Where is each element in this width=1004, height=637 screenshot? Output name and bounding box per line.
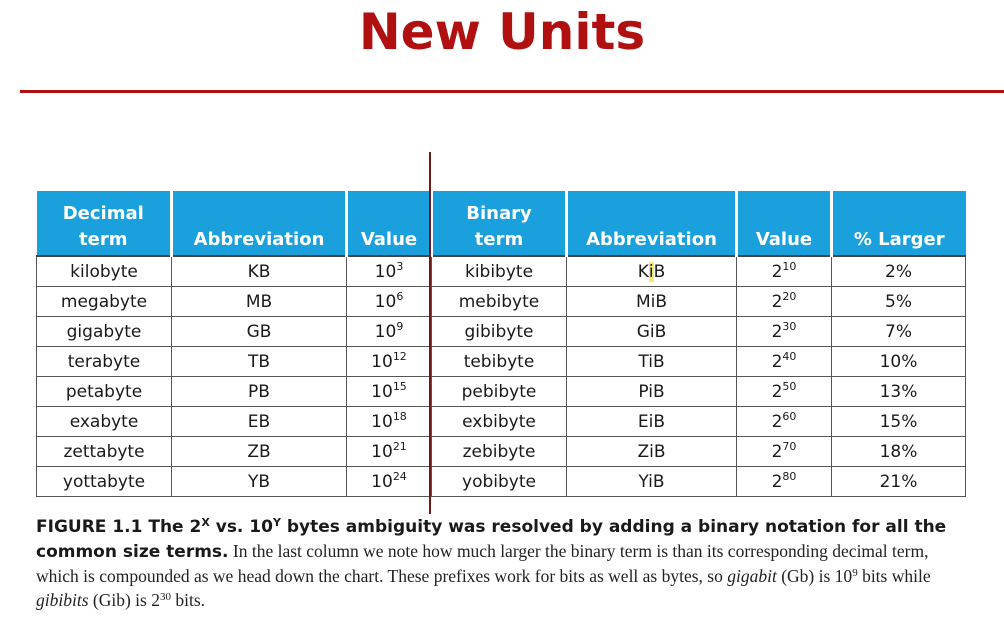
caption-superscript: 30: [159, 591, 171, 603]
decimal-term-cell: kilobyte: [37, 256, 172, 287]
binary-value-cell: [737, 256, 832, 287]
decimal-abbreviation-cell: ZB: [172, 437, 347, 467]
binary-abbreviation-cell: [567, 467, 737, 497]
value-base: 10: [374, 291, 397, 312]
decimal-abbreviation-cell: PB: [172, 377, 347, 407]
value-base: 2: [771, 261, 783, 282]
percent-larger-cell: 13%: [832, 377, 966, 407]
value-base: 10: [371, 351, 393, 372]
caption-body-text: bits.: [170, 590, 206, 610]
caption-superscript: X: [201, 516, 210, 529]
caption-body-text: In the last column we note how much larger the binary term is than its corresponding decimal term, which is compounded as we head down the chart. These prefixes work for bits as well as bytes, so: [36, 541, 929, 586]
binary-value-cell: [737, 437, 832, 467]
header-decimal-value: Value: [347, 191, 432, 256]
binary-abbreviation-cell: [567, 437, 737, 467]
binary-term-cell: gibibyte: [432, 317, 567, 347]
value-exponent: 80: [782, 469, 797, 483]
abbr-text: B: [653, 261, 666, 282]
table-row: [37, 437, 966, 467]
decimal-abbreviation-cell: MB: [172, 287, 347, 317]
decimal-term-cell: gigabyte: [37, 317, 172, 347]
value-exponent: 40: [782, 349, 797, 363]
value-base: 2: [771, 381, 783, 402]
value-exponent: 12: [392, 349, 407, 363]
abbr-text: GiB: [636, 321, 667, 342]
value-exponent: 20: [782, 289, 797, 303]
percent-larger-cell: 7%: [832, 317, 966, 347]
binary-value-cell: [737, 347, 832, 377]
value-base: 10: [371, 471, 393, 492]
abbr-highlight: i: [648, 261, 654, 282]
caption-emphasis: gigabit: [727, 566, 777, 586]
binary-value-cell: [737, 287, 832, 317]
table-row: [37, 287, 966, 317]
value-exponent: 15: [392, 379, 407, 393]
binary-value-cell: [737, 317, 832, 347]
table-row: [37, 256, 966, 287]
caption-body-text: (Gib) is 2: [88, 590, 160, 610]
percent-larger-cell: 10%: [832, 347, 966, 377]
binary-term-cell: yobibyte: [432, 467, 567, 497]
value-exponent: 10: [782, 259, 797, 273]
header-decimal-term: Decimal term: [37, 191, 172, 256]
value-base: 10: [371, 441, 393, 462]
value-exponent: 50: [782, 379, 797, 393]
binary-abbreviation-cell: [567, 347, 737, 377]
caption-lead-text: vs. 10: [209, 517, 273, 537]
header-decimal-abbreviation: Abbreviation: [172, 191, 347, 256]
decimal-abbreviation-cell: KB: [172, 256, 347, 287]
value-exponent: 6: [396, 289, 404, 303]
binary-abbreviation-cell: [567, 256, 737, 287]
decimal-term-cell: terabyte: [37, 347, 172, 377]
value-base: 10: [371, 411, 393, 432]
value-base: 2: [771, 351, 783, 372]
table-row: [37, 467, 966, 497]
value-base: 10: [374, 261, 397, 282]
table-row: [37, 377, 966, 407]
percent-larger-cell: 21%: [832, 467, 966, 497]
binary-value-cell: [737, 467, 832, 497]
binary-term-cell: zebibyte: [432, 437, 567, 467]
caption-superscript: 9: [852, 567, 858, 579]
value-exponent: 30: [782, 319, 797, 333]
decimal-term-cell: yottabyte: [37, 467, 172, 497]
decimal-value-cell: [347, 317, 432, 347]
table-header-row: [37, 191, 966, 256]
value-base: 10: [371, 381, 393, 402]
percent-larger-cell: 15%: [832, 407, 966, 437]
value-exponent: 18: [392, 409, 407, 423]
binary-term-cell: mebibyte: [432, 287, 567, 317]
binary-abbreviation-cell: [567, 317, 737, 347]
decimal-term-cell: zettabyte: [37, 437, 172, 467]
caption-emphasis: gibibits: [36, 590, 89, 610]
value-base: 10: [374, 321, 397, 342]
figure-caption: [36, 514, 971, 612]
percent-larger-cell: 18%: [832, 437, 966, 467]
abbr-text: MiB: [635, 291, 668, 312]
value-base: 2: [771, 321, 783, 342]
header-binary-abbreviation: Abbreviation: [567, 191, 737, 256]
binary-term-cell: pebibyte: [432, 377, 567, 407]
percent-larger-cell: 2%: [832, 256, 966, 287]
decimal-value-cell: [347, 407, 432, 437]
table-row: [37, 347, 966, 377]
table-body: [37, 256, 966, 497]
value-base: 2: [771, 411, 783, 432]
title-divider: [20, 90, 1004, 93]
abbr-text: ZiB: [637, 441, 666, 462]
binary-abbreviation-cell: [567, 377, 737, 407]
vertical-divider-line: [429, 152, 431, 514]
value-base: 2: [771, 471, 783, 492]
abbr-text: TiB: [638, 351, 665, 372]
value-exponent: 70: [782, 439, 797, 453]
decimal-value-cell: [347, 437, 432, 467]
decimal-abbreviation-cell: EB: [172, 407, 347, 437]
binary-abbreviation-cell: [567, 407, 737, 437]
percent-larger-cell: 5%: [832, 287, 966, 317]
abbr-text: PiB: [638, 381, 665, 402]
caption-body-text: bits while: [857, 566, 931, 586]
abbr-text: YiB: [638, 471, 665, 492]
decimal-term-cell: exabyte: [37, 407, 172, 437]
slide-title: New Units: [358, 3, 646, 61]
binary-abbreviation-cell: [567, 287, 737, 317]
value-base: 2: [771, 291, 783, 312]
caption-lead-text: FIGURE 1.1 The 2: [36, 517, 202, 537]
header-binary-term: Binary term: [432, 191, 567, 256]
decimal-value-cell: [347, 287, 432, 317]
value-exponent: 9: [396, 319, 404, 333]
caption-body-text: (Gb) is 10: [776, 566, 853, 586]
value-exponent: 21: [392, 439, 407, 453]
decimal-abbreviation-cell: TB: [172, 347, 347, 377]
units-table: [36, 191, 966, 497]
decimal-abbreviation-cell: GB: [172, 317, 347, 347]
binary-term-cell: tebibyte: [432, 347, 567, 377]
value-exponent: 60: [782, 409, 797, 423]
binary-term-cell: kibibyte: [432, 256, 567, 287]
header-percent-larger: % Larger: [832, 191, 966, 256]
decimal-abbreviation-cell: YB: [172, 467, 347, 497]
table-row: [37, 407, 966, 437]
caption-superscript: Y: [272, 516, 281, 529]
header-binary-value: Value: [737, 191, 832, 256]
binary-term-cell: exbibyte: [432, 407, 567, 437]
decimal-term-cell: petabyte: [37, 377, 172, 407]
decimal-value-cell: [347, 256, 432, 287]
value-exponent: 24: [392, 469, 407, 483]
decimal-value-cell: [347, 467, 432, 497]
binary-value-cell: [737, 377, 832, 407]
abbr-text: EiB: [637, 411, 666, 432]
caption-lead-text: bytes ambiguity was resolved by adding a binary notation for all the common size terms.: [36, 517, 947, 562]
value-base: 2: [771, 441, 783, 462]
value-exponent: 3: [396, 259, 404, 273]
abbr-text: K: [637, 261, 649, 282]
decimal-value-cell: [347, 377, 432, 407]
decimal-term-cell: megabyte: [37, 287, 172, 317]
binary-value-cell: [737, 407, 832, 437]
decimal-value-cell: [347, 347, 432, 377]
table-row: [37, 317, 966, 347]
